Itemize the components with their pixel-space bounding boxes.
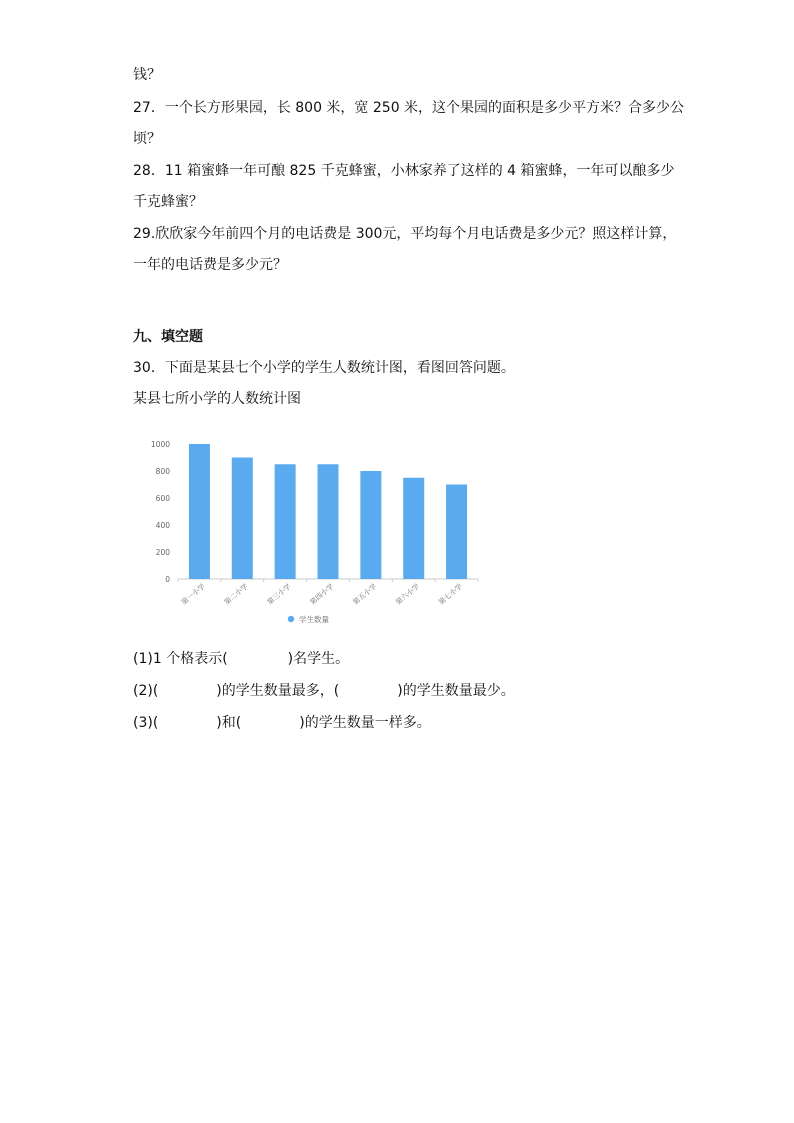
question-28-line-2: 千克蜂蜜？ (133, 194, 203, 210)
sub-question-3 (133, 714, 431, 732)
sub-question-2-text-a: (2)( (133, 683, 159, 699)
question-29-line-2: 一年的电话费是多少元？ (133, 257, 287, 273)
y-tick-label: 600 (155, 494, 170, 503)
sub-question-3-text-c: )的学生数量一样多。 (299, 715, 431, 731)
x-tick-label: 第七小学 (437, 582, 464, 607)
question-26-tail: 钱？ (133, 67, 161, 83)
legend-label: 学生数量 (299, 615, 329, 624)
question-27-line-2: 顷？ (133, 131, 161, 147)
bar (232, 458, 253, 580)
bar (275, 464, 296, 579)
question-27-line-1: 27．一个长方形果园，长 800 米，宽 250 米，这个果园的面积是多少平方米？合多少公 (133, 100, 685, 116)
bar (189, 444, 210, 579)
x-tick-label: 第一小学 (180, 582, 207, 607)
sub-question-1-text-b: )名学生。 (287, 651, 350, 667)
bar (446, 485, 467, 580)
y-tick-label: 800 (155, 467, 170, 476)
sub-question-3-text-b: )和( (216, 715, 242, 731)
section-heading: 九、填空题 (133, 329, 203, 345)
y-tick-label: 0 (165, 575, 170, 584)
x-tick-label: 第六小学 (394, 582, 421, 607)
sub-question-2-text-b: )的学生数量最多，( (216, 683, 340, 699)
x-tick-label: 第五小学 (351, 582, 379, 607)
sub-question-1 (133, 650, 349, 668)
bar (318, 464, 339, 579)
chart-caption: 某县七所小学的人数统计图 (133, 391, 301, 407)
sub-question-2 (133, 682, 515, 700)
y-tick-label: 200 (155, 548, 170, 557)
bar (360, 471, 381, 579)
legend-marker (288, 616, 294, 622)
question-30: 30．下面是某县七个小学的学生人数统计图，看图回答问题。 (133, 360, 515, 376)
x-tick-label: 第三小学 (265, 582, 293, 607)
student-count-bar-chart (140, 430, 490, 630)
y-tick-label: 1000 (150, 440, 170, 449)
sub-question-1-text-a: (1)1 个格表示( (133, 651, 228, 667)
bar (403, 478, 424, 579)
question-29-line-1: 29.欣欣家今年前四个月的电话费是 300元，平均每个月电话费是多少元？照这样计算， (133, 226, 677, 242)
sub-question-3-text-a: (3)( (133, 715, 159, 731)
x-tick-label: 第二小学 (222, 582, 250, 607)
x-tick-label: 第四小学 (308, 582, 336, 607)
question-28-line-1: 28．11 箱蜜蜂一年可酿 825 千克蜂蜜，小林家养了这样的 4 箱蜜蜂，一年可以酿多少 (133, 163, 675, 179)
sub-question-2-text-c: )的学生数量最少。 (397, 683, 515, 699)
y-tick-label: 400 (155, 521, 170, 530)
